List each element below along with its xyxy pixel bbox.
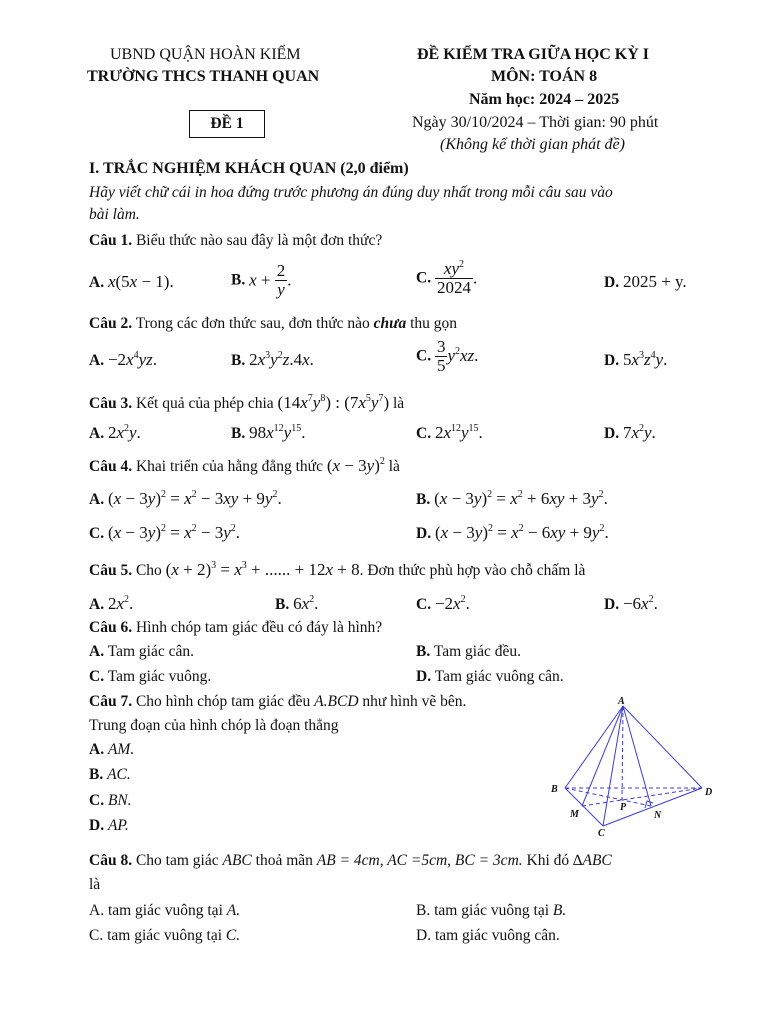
- q6-option-c: [89, 668, 211, 686]
- option-text: AP.: [107, 817, 129, 834]
- option-letter: B.: [275, 596, 290, 613]
- question-8: [89, 852, 612, 870]
- question-text-end: thu gọn: [410, 315, 458, 332]
- question-text: Cho hình chóp tam giác đều: [135, 693, 311, 710]
- question-emphasis: chưa: [373, 315, 407, 332]
- option-letter: A.: [89, 741, 105, 758]
- q8-option-a: [89, 902, 240, 920]
- option-letter: A.: [89, 491, 105, 508]
- option-letter: C.: [416, 269, 432, 287]
- q4-option-c: C. $(x - 3y)^2 = x^2 - 3y^2$.: [89, 523, 241, 542]
- option-text: B. tam giác vuông tại: [416, 902, 550, 919]
- q5-option-d: D. $-6x^2$.: [604, 594, 658, 613]
- option-letter: C.: [416, 425, 432, 442]
- question-label: Câu 5.: [89, 562, 133, 579]
- option-letter: D.: [89, 817, 105, 834]
- q2-option-b: B. $2x^3y^2z.4x$.: [231, 350, 314, 369]
- question-emphasis: A.BCD: [314, 693, 359, 710]
- question-label: Câu 8.: [89, 852, 133, 869]
- option-text: D. tam giác vuông cân.: [416, 927, 560, 944]
- question-1: [89, 232, 382, 250]
- question-text: Biểu thức nào sau đây là một đơn thức?: [135, 232, 383, 249]
- q2-option-a: A. $-2x^4yz$.: [89, 350, 158, 369]
- question-text-end: như hình vẽ bên.: [362, 693, 467, 710]
- q6-option-b: [416, 643, 521, 661]
- section-instruction-2: bài làm.: [89, 206, 140, 223]
- question-label: Câu 1.: [89, 232, 133, 249]
- option-text: AC.: [107, 766, 131, 783]
- q8-option-b: [416, 902, 566, 920]
- question-text-end: là: [393, 395, 405, 412]
- q2-option-d: D. $5x^3z^4y$.: [604, 350, 668, 369]
- option-letter: D.: [604, 274, 620, 291]
- question-4: Câu 4. Khai triển của hằng đẳng thức $(x - 3y)^2$ là: [89, 456, 400, 475]
- question-text: Khai triển của hằng đẳng thức: [135, 458, 323, 475]
- exam-code-box: ĐỀ 1: [189, 110, 265, 138]
- option-letter: B.: [231, 271, 246, 289]
- exam-note: (Không kể thời gian phát đề): [440, 136, 625, 153]
- q7-option-d: [89, 817, 129, 835]
- q1-option-d: D. 2025 + y.: [604, 272, 687, 291]
- q6-option-a: [89, 643, 194, 661]
- school-year: Năm học: 2024 – 2025: [469, 91, 620, 108]
- option-letter: B.: [231, 352, 246, 369]
- question-6: [89, 619, 382, 637]
- q7-option-a: [89, 741, 134, 759]
- option-text: A. tam giác vuông tại: [89, 902, 223, 919]
- question-emphasis: AB = 4cm, AC =5cm, BC = 3cm.: [316, 852, 523, 869]
- question-text-end: . Đơn thức phù hợp vào chỗ chấm là: [359, 562, 586, 579]
- option-letter: C.: [89, 792, 105, 809]
- q4-option-a: A. $(x - 3y)^2 = x^2 - 3xy + 9y^2$.: [89, 489, 282, 508]
- q3-option-b: B. $98x^{12}y^{15}$.: [231, 423, 306, 442]
- q3-option-c: C. $2x^{12}y^{15}$.: [416, 423, 483, 442]
- question-2: [89, 315, 457, 333]
- option-letter: B.: [416, 643, 431, 660]
- median-bn: [565, 788, 651, 806]
- question-label: Câu 7.: [89, 693, 133, 710]
- school-name: TRƯỜNG THCS THANH QUAN: [87, 68, 320, 85]
- option-letter: D.: [604, 425, 620, 442]
- question-text: Khi đó: [526, 852, 570, 869]
- q2-option-c: C. $\frac{3}{5}$ $y^2xz$.: [416, 337, 479, 375]
- q5-option-b: B. $6x^2$.: [275, 594, 319, 613]
- option-vertex: C.: [225, 927, 241, 944]
- question-label: Câu 2.: [89, 315, 133, 332]
- label-a: A: [618, 696, 625, 707]
- question-text: Cho tam giác: [135, 852, 219, 869]
- option-letter: B.: [231, 425, 246, 442]
- question-label: Câu 6.: [89, 619, 133, 636]
- option-letter: C.: [416, 596, 432, 613]
- option-text: Tam giác đều.: [433, 643, 521, 660]
- q6-option-d: [416, 668, 564, 686]
- option-text: C. tam giác vuông tại: [89, 927, 223, 944]
- question-label: Câu 3.: [89, 395, 133, 412]
- option-letter: A.: [89, 352, 105, 369]
- q3-option-d: D. $7x^2y$.: [604, 423, 656, 442]
- question-text-end: là: [388, 458, 400, 475]
- q4-option-d: D. $(x - 3y)^2 = x^2 - 6xy + 9y^2$.: [416, 523, 609, 542]
- question-text: thoả mãn: [255, 852, 313, 869]
- section-instruction-1: Hãy viết chữ cái in hoa đứng trước phương án đúng duy nhất trong mỗi câu sau vào: [89, 184, 613, 201]
- q7-option-c: [89, 792, 132, 810]
- edge-bc: [565, 788, 603, 826]
- question-text: Cho: [135, 562, 162, 579]
- exam-date: Ngày 30/10/2024 – Thời gian: 90 phút: [412, 114, 659, 131]
- question-text: Hình chóp tam giác đều có đáy là hình?: [135, 619, 383, 636]
- option-text: AM.: [107, 741, 135, 758]
- q1-option-c: C. $\frac{xy^2}{2024}$ .: [416, 259, 478, 297]
- school-district: UBND QUẬN HOÀN KIẾM: [110, 46, 301, 63]
- label-p: P: [620, 802, 627, 813]
- q8-option-c: [89, 927, 240, 945]
- option-text: Tam giác vuông.: [107, 668, 212, 685]
- question-text: Kết quả của phép chia: [135, 395, 274, 412]
- option-letter: D.: [416, 668, 432, 685]
- section-title: I. TRẮC NGHIỆM KHÁCH QUAN (2,0 điểm): [89, 160, 409, 177]
- question-8-line2: là: [89, 876, 101, 893]
- option-letter: D.: [416, 525, 432, 542]
- question-3: Câu 3. Kết quả của phép chia $(14x^7y^8)$ : $(7x^5y^7)$ là: [89, 393, 405, 412]
- option-vertex: A.: [226, 902, 241, 919]
- q5-option-c: C. $-2x^2$.: [416, 594, 470, 613]
- option-letter: B.: [416, 491, 431, 508]
- q4-option-b: B. $(x - 3y)^2 = x^2 + 6xy + 3y^2$.: [416, 489, 608, 508]
- option-letter: A.: [89, 596, 105, 613]
- question-7-line2: Trung đoạn của hình chóp là đoạn thẳng: [89, 717, 339, 734]
- question-text: Trong các đơn thức sau, đơn thức nào: [135, 315, 370, 332]
- option-text: Tam giác vuông cân.: [434, 668, 564, 685]
- label-d: D: [705, 787, 713, 798]
- option-vertex: B.: [552, 902, 567, 919]
- question-emphasis: ∆ABC: [573, 852, 612, 869]
- option-letter: A.: [89, 643, 105, 660]
- q1-option-b: B. x + $\frac{2}{y}$ .: [231, 261, 292, 299]
- option-text: BN.: [107, 792, 132, 809]
- label-n: N: [654, 810, 662, 821]
- question-7: [89, 693, 466, 711]
- option-letter: D.: [604, 596, 620, 613]
- option-letter: C.: [89, 525, 105, 542]
- exam-title: ĐỀ KIỂM TRA GIỮA HỌC KỲ I: [417, 46, 650, 63]
- question-label: Câu 4.: [89, 458, 133, 475]
- label-b: B: [551, 784, 558, 795]
- q3-option-a: A. $2x^2y$.: [89, 423, 141, 442]
- question-5: Câu 5. Cho $(x + 2)^3 = x^3$ + ...... + 12x + 8. Đơn thức phù hợp vào chỗ chấm là: [89, 560, 586, 579]
- label-c: C: [598, 828, 605, 839]
- height-ap: [622, 706, 623, 800]
- q8-option-d: [416, 927, 560, 945]
- option-letter: B.: [89, 766, 104, 783]
- option-letter: A.: [89, 425, 105, 442]
- option-letter: C.: [89, 668, 105, 685]
- option-letter: D.: [604, 352, 620, 369]
- option-text: Tam giác cân.: [107, 643, 194, 660]
- q5-option-a: A. $2x^2$.: [89, 594, 134, 613]
- q7-option-b: [89, 766, 131, 784]
- edge-cd: [603, 788, 702, 826]
- exam-subject: MÔN: TOÁN 8: [491, 68, 598, 85]
- median-dm: [582, 788, 702, 806]
- pyramid-figure: [540, 690, 720, 840]
- option-letter: A.: [89, 274, 105, 291]
- label-m: M: [570, 809, 579, 820]
- question-emphasis: ABC: [222, 852, 252, 869]
- option-letter: C.: [416, 347, 432, 365]
- q1-option-a: A. x(5x − 1).: [89, 272, 174, 291]
